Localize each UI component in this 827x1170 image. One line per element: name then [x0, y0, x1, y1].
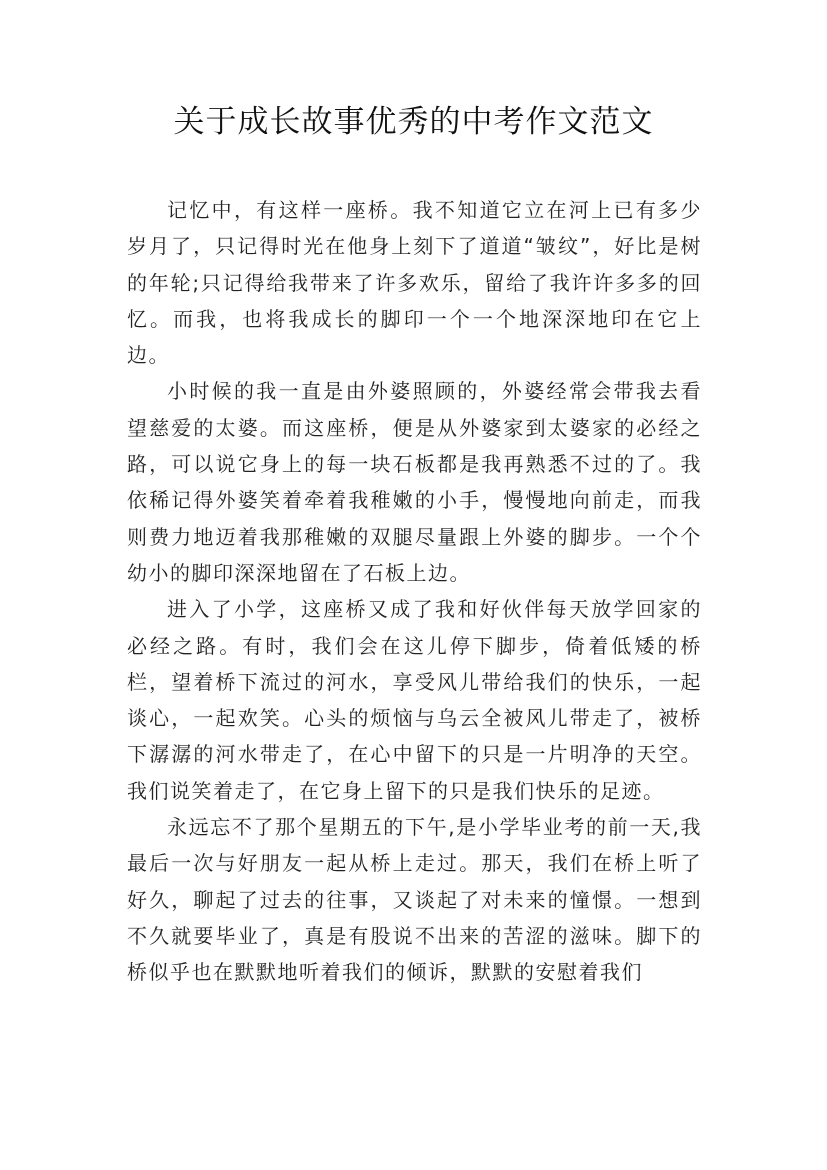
document-body [127, 192, 702, 991]
paragraph-4: 永远忘不了那个星期五的下午,是小学毕业考的前一天,我最后一次与好朋友一起从桥上走过。那天，我们在桥上听了好久，聊起了过去的往事，又谈起了对未来的憧憬。一想到不久就要毕业了，真是有股说不出来的苦涩的滋味。脚下的桥似乎也在默默地听着我们的倾诉，默默的安慰着我们 [127, 815, 702, 985]
document-title: 关于成长故事优秀的中考作文范文 [173, 104, 654, 140]
paragraph-1: 记忆中，有这样一座桥。我不知道它立在河上已有多少岁月了，只记得时光在他身上刻下了道道“皱纹”，好比是树的年轮;只记得给我带来了许多欢乐，留给了我许许多多的回忆。而我，也将我成长的脚印一个一个地深深地印在它上边。 [127, 198, 702, 368]
paragraph-3: 进入了小学，这座桥又成了我和好伙伴每天放学回家的必经之路。有时，我们会在这儿停下脚步，倚着低矮的桥栏，望着桥下流过的河水，享受风儿带给我们的快乐，一起谈心，一起欢笑。心头的烦恼与乌云全被风儿带走了，被桥下潺潺的河水带走了，在心中留下的只是一片明净的天空。我们说笑着走了，在它身上留下的只是我们快乐的足迹。 [127, 597, 702, 803]
paragraph-2: 小时候的我一直是由外婆照顾的，外婆经常会带我去看望慈爱的太婆。而这座桥，便是从外婆家到太婆家的必经之路，可以说它身上的每一块石板都是我再熟悉不过的了。我依稀记得外婆笑着牵着我稚嫩的小手，慢慢地向前走，而我则费力地迈着我那稚嫩的双腿尽量跟上外婆的脚步。一个个幼小的脚印深深地留在了石板上边。 [127, 379, 702, 585]
